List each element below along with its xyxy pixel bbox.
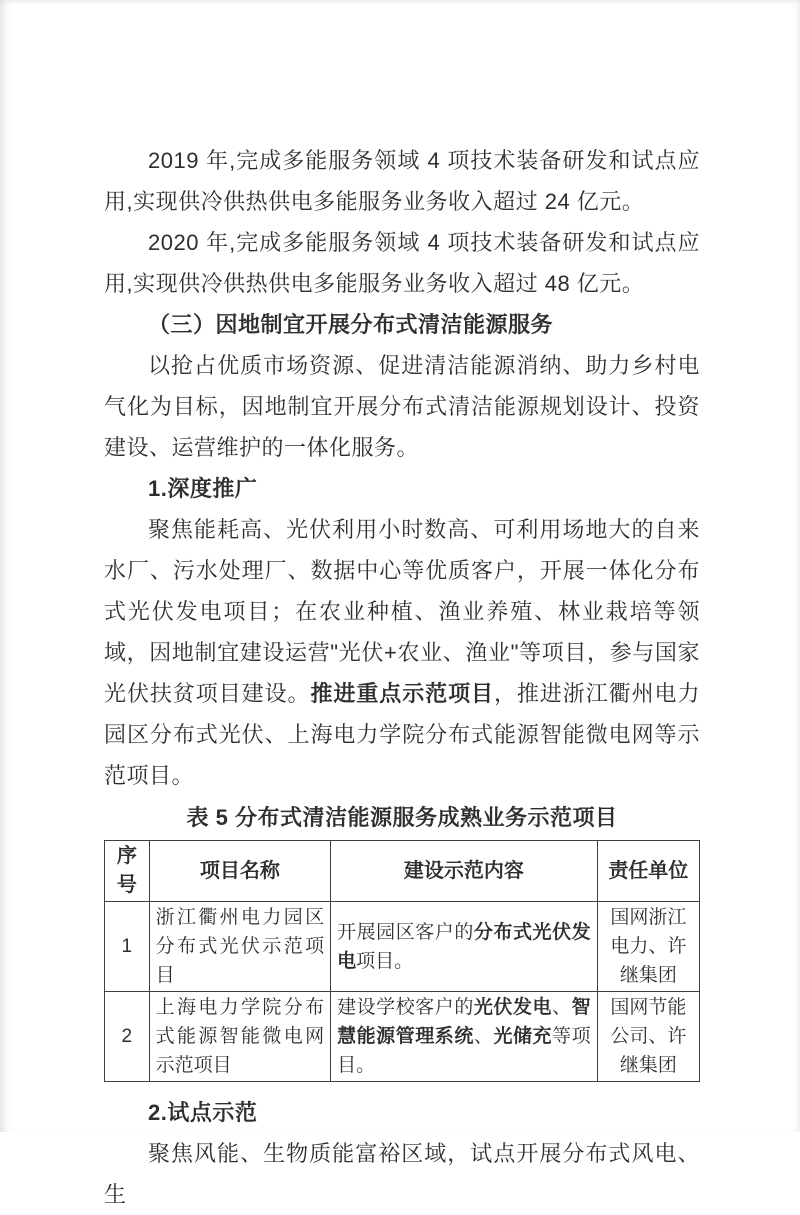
row2-project-name: 上海电力学院分布式能源智能微电网示范项目: [149, 992, 330, 1082]
table5-caption: 表 5 分布式清洁能源服务成熟业务示范项目: [186, 805, 618, 830]
column-header-no: 序号: [105, 841, 150, 902]
row1-project-name: 浙江衢州电力园区分布式光伏示范项目: [149, 902, 330, 992]
section-heading-distributed-clean-energy: （三）因地制宜开展分布式清洁能源服务: [148, 312, 554, 337]
row1-owner: 国网浙江电力、许继集团: [597, 902, 699, 992]
paragraph-2019-target: 2019 年,完成多能服务领域 4 项技术装备研发和试点应用,实现供冷供热供电多能服务业务收入超过 24 亿元。: [104, 148, 700, 214]
subheading-pilot-demonstration: 2.试点示范: [148, 1100, 258, 1125]
row1-no: 1: [105, 902, 150, 992]
row2-owner: 国网节能公司、许继集团: [597, 992, 699, 1082]
column-header-content: 建设示范内容: [331, 841, 598, 902]
paragraph-pilot-demonstration: 聚焦风能、生物质能富裕区域，试点开展分布式风电、生: [104, 1141, 700, 1207]
paragraph-goal: 以抢占优质市场资源、促进清洁能源消纳、助力乡村电气化为目标，因地制宜开展分布式清洁能源规划设计、投资建设、运营维护的一体化服务。: [104, 353, 700, 460]
table-header-row: [105, 841, 700, 902]
paragraph-deep-promotion: 聚焦能耗高、光伏利用小时数高、可利用场地大的自来水厂、污水处理厂、数据中心等优质客户，开展一体化分布式光伏发电项目；在农业种植、渔业养殖、林业栽培等领域，因地制宜建设运营"光伏+农业、渔业"等项目，参与国家光伏扶贫项目建设。推进重点示范项目，推进浙江衢州电力园区分布式光伏、上海电力学院分布式能源智能微电网等示范项目。: [104, 517, 700, 788]
subheading-deep-promotion: 1.深度推广: [148, 476, 258, 501]
pilot-section: [104, 1092, 700, 1215]
table-row: [105, 902, 700, 992]
row2-no: 2: [105, 992, 150, 1082]
column-header-owner: 责任单位: [597, 841, 699, 902]
table5-demonstration-projects: [104, 840, 700, 1082]
row2-content: 建设学校客户的光伏发电、智慧能源管理系统、光储充等项目。: [331, 992, 598, 1082]
row1-content: 开展园区客户的分布式光伏发电项目。: [331, 902, 598, 992]
table-row: [105, 992, 700, 1082]
column-header-project-name: 项目名称: [149, 841, 330, 902]
paragraph-2020-target: 2020 年,完成多能服务领域 4 项技术装备研发和试点应用,实现供冷供热供电多能服务业务收入超过 48 亿元。: [104, 230, 700, 296]
